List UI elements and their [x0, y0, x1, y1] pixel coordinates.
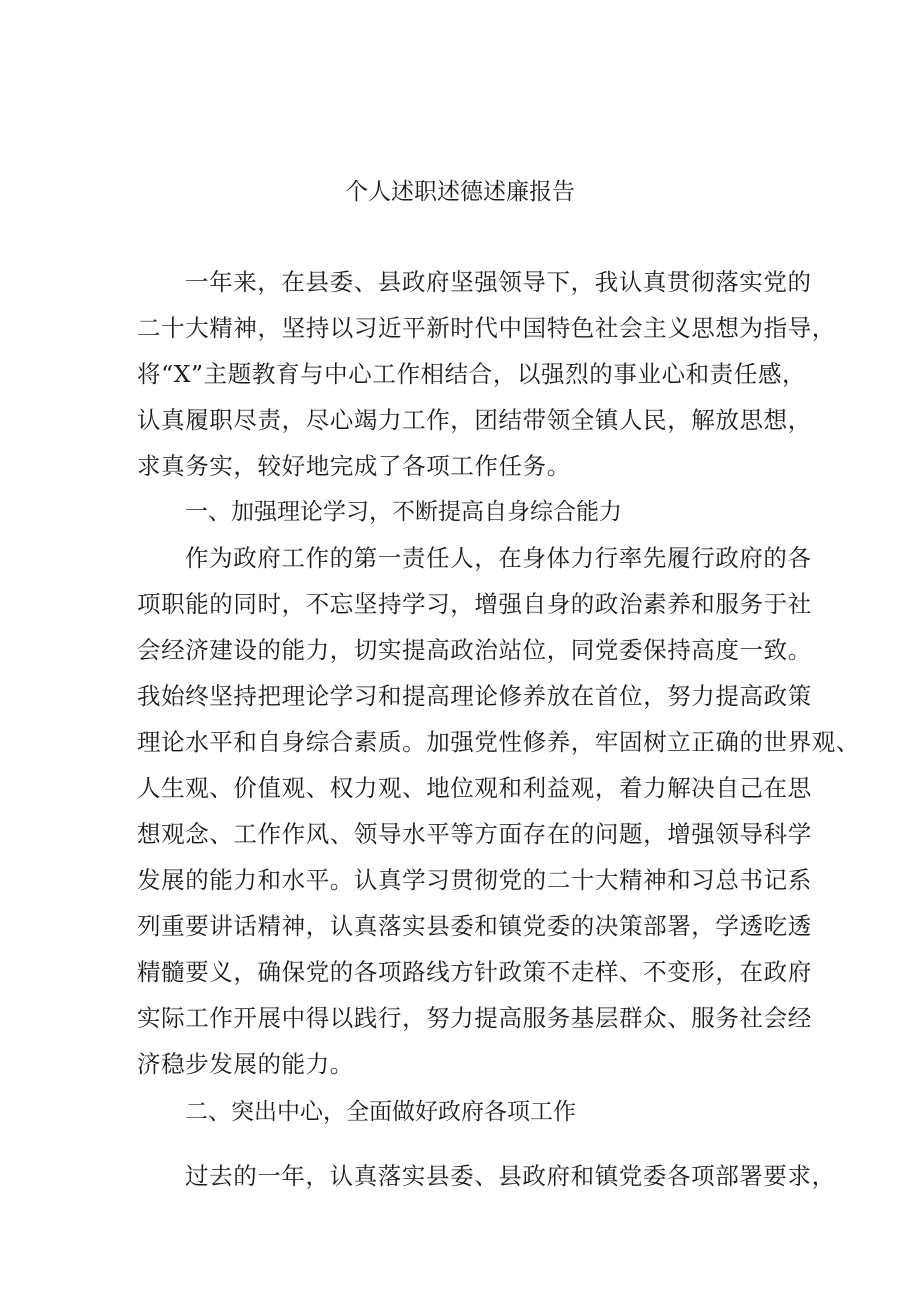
- section-1-line-5: 理论水平和自身综合素质。加强党性修养，牢固树立正确的世界观、: [137, 728, 860, 756]
- section-1-line-4: 我始终坚持把理论学习和提高理论修养放在首位，努力提高政策: [137, 682, 812, 710]
- section-2-line-1: 过去的一年，认真落实县委、县政府和镇党委各项部署要求，: [185, 1162, 836, 1190]
- section-1-heading: 一、加强理论学习，不断提高自身综合能力: [185, 499, 622, 525]
- section-1-line-8: 发展的能力和水平。认真学习贯彻党的二十大精神和习总书记系: [137, 866, 812, 894]
- intro-line-1: 一年来，在县委、县政府坚强领导下，我认真贯彻落实党的: [185, 268, 812, 296]
- section-1-line-2: 项职能的同时，不忘坚持学习，增强自身的政治素养和服务于社: [137, 590, 812, 618]
- section-1-line-3: 会经济建设的能力，切实提高政治站位，同党委保持高度一致。: [137, 636, 812, 664]
- section-1-line-11: 实际工作开展中得以践行，努力提高服务基层群众、服务社会经: [137, 1004, 812, 1032]
- intro-line-3: 将“X”主题教育与中心工作相结合，以强烈的事业心和责任感，: [137, 360, 807, 388]
- section-1-line-1: 作为政府工作的第一责任人，在身体力行率先履行政府的各: [185, 544, 812, 572]
- document-title: 个人述职述德述廉报告: [345, 179, 575, 205]
- section-1-line-12: 济稳步发展的能力。: [137, 1050, 354, 1078]
- section-2-heading: 二、突出中心，全面做好政府各项工作: [185, 1099, 576, 1125]
- section-1-line-6: 人生观、价值观、权力观、地位观和利益观，着力解决自己在思: [137, 774, 812, 802]
- intro-line-5: 求真务实，较好地完成了各项工作任务。: [137, 452, 571, 480]
- section-1-line-10: 精髓要义，确保党的各项路线方针政策不走样、不变形，在政府: [137, 958, 812, 986]
- intro-line-2: 二十大精神，坚持以习近平新时代中国特色社会主义思想为指导，: [137, 314, 836, 342]
- intro-line-4: 认真履职尽责，尽心竭力工作，团结带领全镇人民，解放思想，: [137, 406, 812, 434]
- section-1-line-7: 想观念、工作作风、领导水平等方面存在的问题，增强领导科学: [137, 820, 812, 848]
- section-1-line-9: 列重要讲话精神，认真落实县委和镇党委的决策部署，学透吃透: [137, 912, 812, 940]
